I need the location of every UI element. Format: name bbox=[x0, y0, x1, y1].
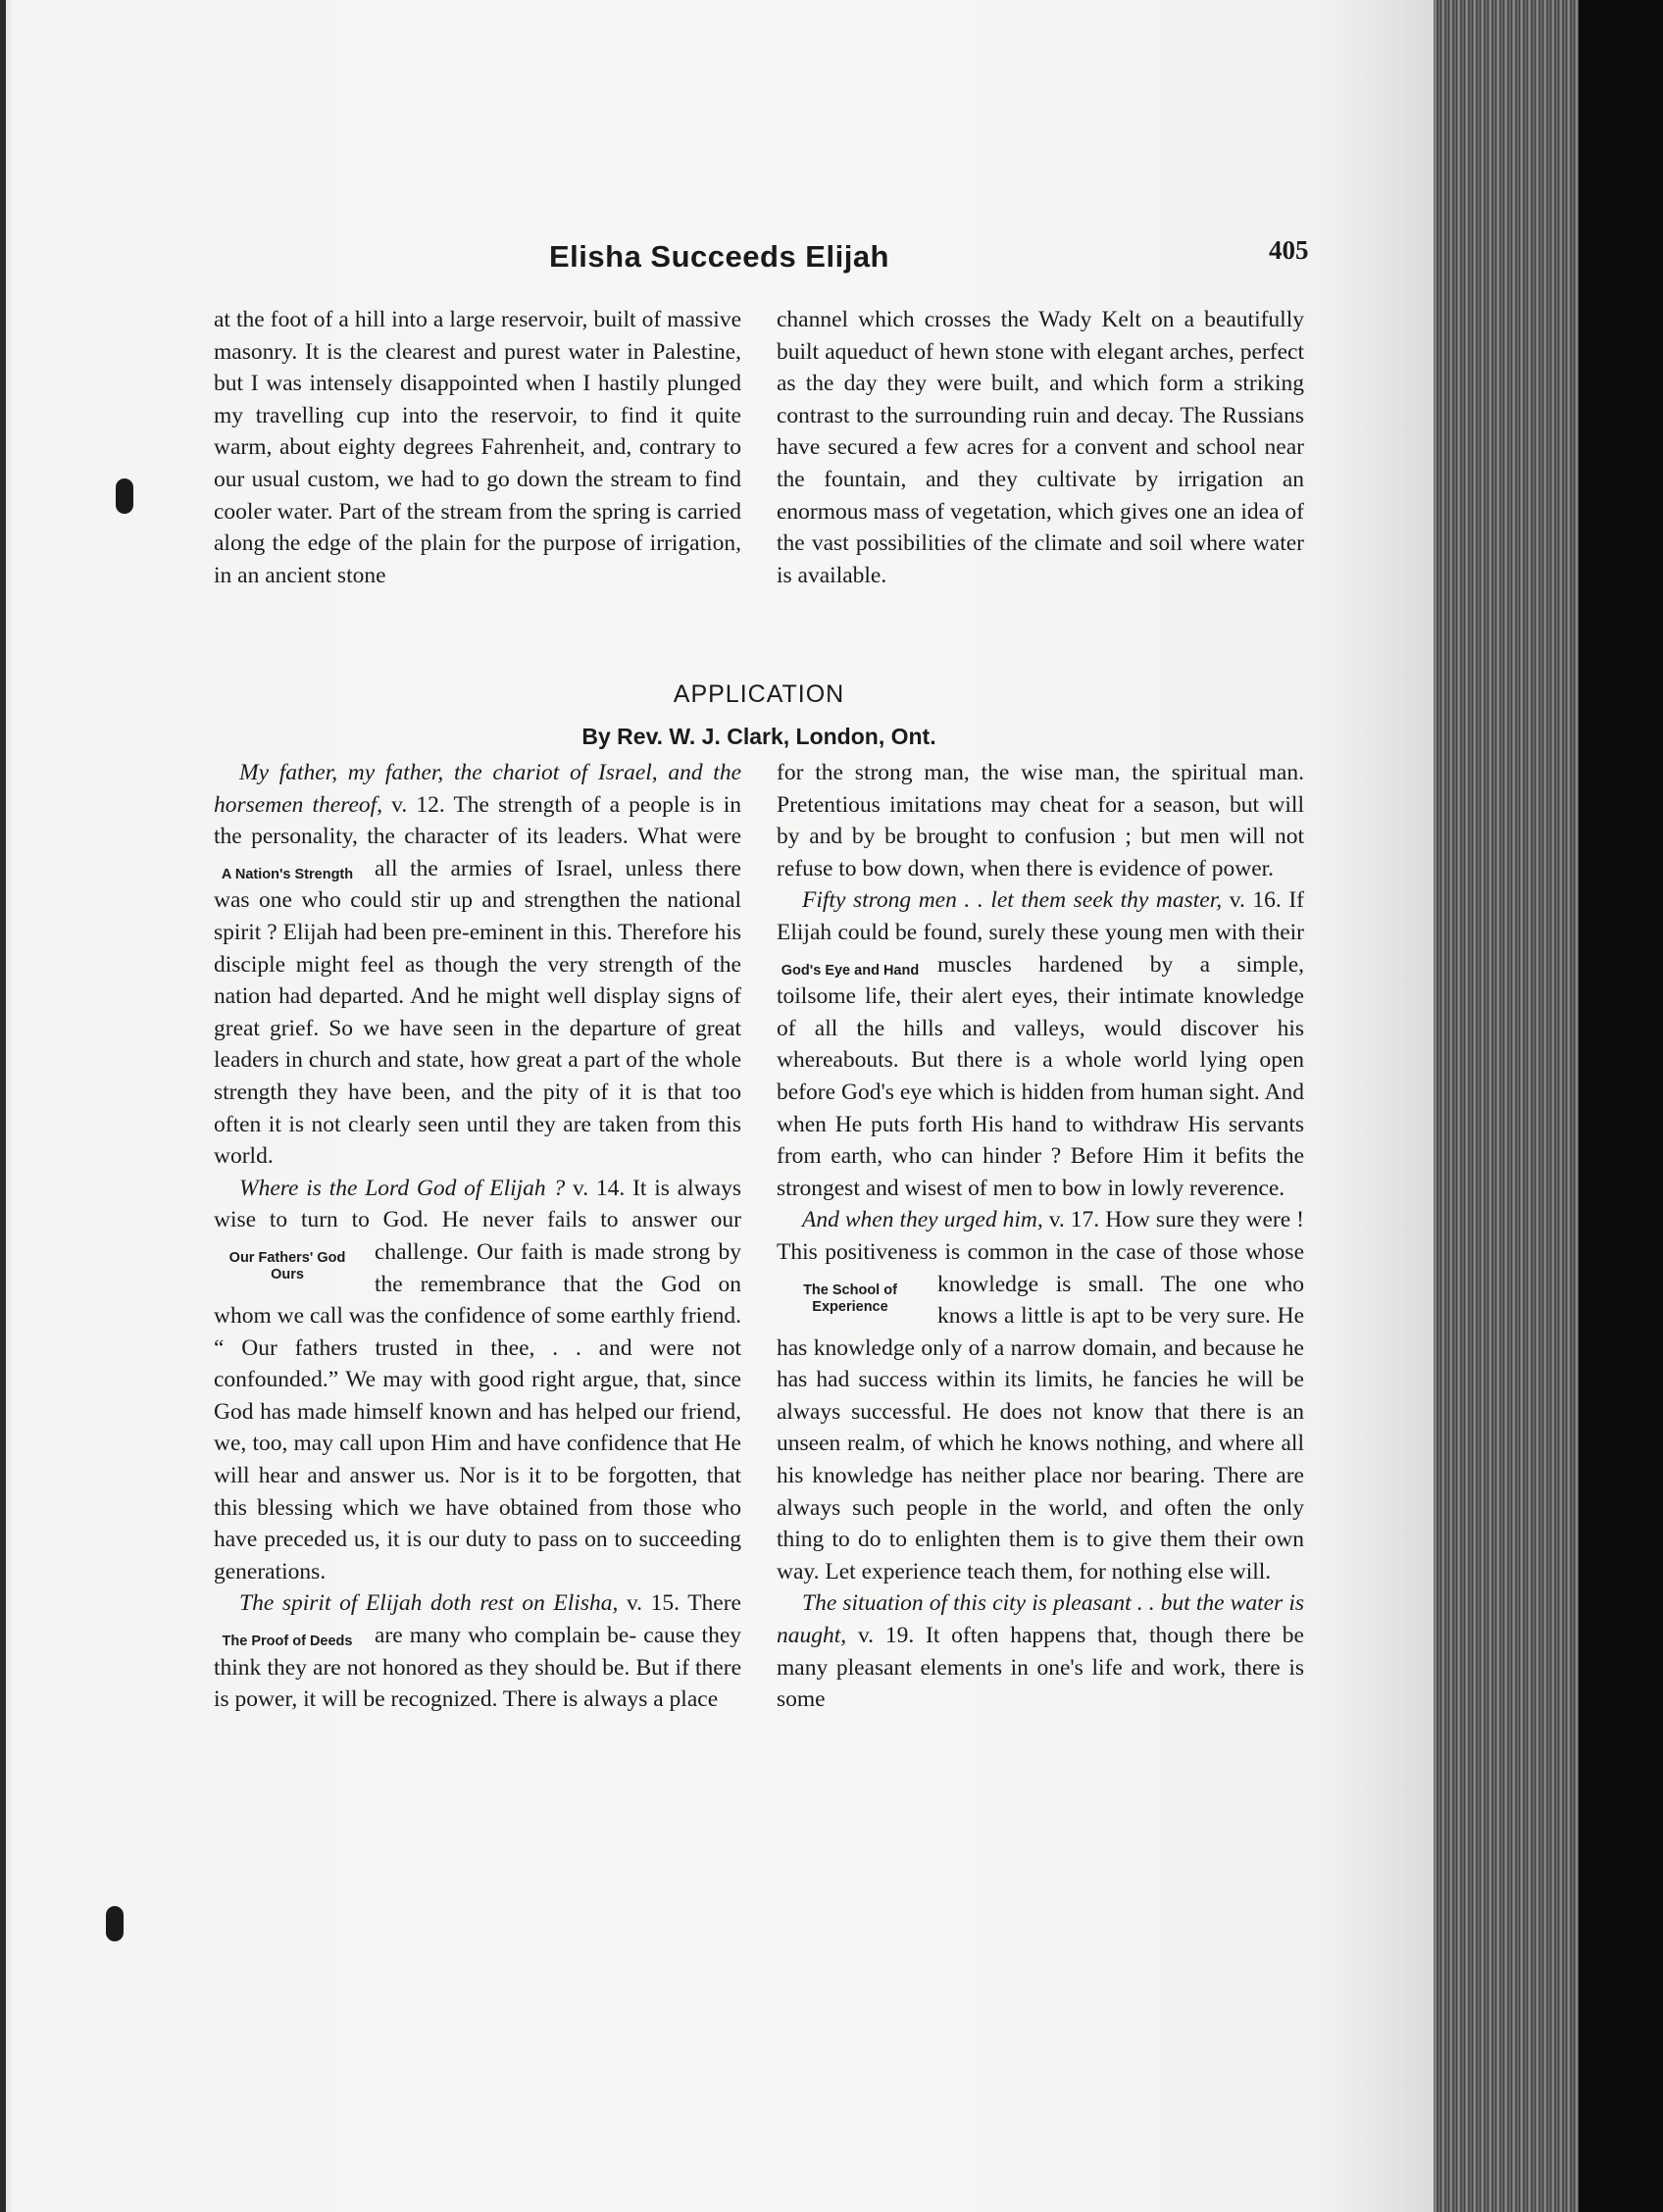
paragraph-text: is small. The one who knows a little is apt to be very sure. He has knowledge only of a narrow domain, and because he has had success within its limits, he fancies he will be always successful. He does not know that there is an unseen realm, of which he knows nothing, and where all his knowledge has neither place nor bearing. There are always such people in the world, and often the only thing to do to enlighten them is to give them their own way. Let experience teach them, for nothing else will. bbox=[777, 1271, 1304, 1584]
intro-paragraph-left: at the foot of a hill into a large reservoir, built of massive masonry. It is the clearest and purest water in Palestine, but I was intensely disappointed when I hastily plunged my travelling cup into the reservoir, to find it quite warm, about eighty degrees Fahrenheit, and, contrary to our usual custom, we had to go down the stream to find cooler water. Part of the stream from the spring is carried along the edge of the plain for the purpose of irrigation, in an ancient stone bbox=[214, 307, 741, 588]
paragraph bbox=[777, 1204, 1304, 1587]
paragraph-text: v. 12. The strength of a people is in the personality, the character of its leaders. bbox=[214, 791, 741, 850]
paragraph-text: v. 14. It is always wise to turn to God. He never fails to answer our challenge. Our faith bbox=[214, 1175, 741, 1265]
paragraph bbox=[214, 757, 741, 1173]
binding-hole bbox=[116, 478, 133, 514]
paragraph: for the strong man, the wise man, the spiritual man. Pretentious imitations may cheat for a season, but will by and by be brought to confusion ; but men will not refuse to bow down, when there is evidence of power. bbox=[777, 760, 1304, 881]
paragraph bbox=[214, 1173, 741, 1588]
page-number: 405 bbox=[1269, 235, 1309, 265]
scripture-quote: Where is the Lord God of Elijah ? bbox=[239, 1175, 566, 1201]
sidenote: A Nation's Strength bbox=[221, 866, 354, 882]
book-cover-edge bbox=[1579, 0, 1663, 2212]
section-byline: By Rev. W. J. Clark, London, Ont. bbox=[581, 724, 936, 749]
paragraph-text: v. 17. How sure they were ! This positiveness is common in the case of those whose knowledge bbox=[777, 1207, 1304, 1297]
sidenote: The Proof of Deeds bbox=[222, 1634, 353, 1650]
scripture-quote: Fifty strong men . . let them seek thy master, bbox=[802, 887, 1223, 914]
paragraph-text: is made strong by the remembrance that the God on whom we call was the confidence of some earthly friend. “ Our fathers trusted in thee, . . and were not confounded.” We may with good right argue, that, since God has made himself known and has helped our friend, we, too, may call upon Him and have confidence that He will hear and answer us. Nor is it to be forgotten, that this blessing which we have obtained from those who have preceded us, it is our duty to pass on to succeeding generations. bbox=[214, 1238, 742, 1584]
sidenote: Our Fathers' God Ours bbox=[228, 1249, 346, 1282]
intro-paragraph-right: channel which crosses the Wady Kelt on a beautifully built aqueduct of hewn stone with elegant arches, perfect as the day they were built, and which form a striking contrast to the surrounding ruin and decay. The Russians have secured a few acres for a convent and school near the fountain, and they cultivate by irrigation an enormous mass of vegetation, which gives one an idea of the vast possibilities of the climate and soil where water is available. bbox=[777, 307, 1304, 588]
scripture-quote: And when they urged him, bbox=[802, 1207, 1043, 1233]
intro-column-right bbox=[777, 304, 1304, 591]
paragraph-text: What were all the armies of Israel, unless there was one who could stir up and strengthen the national spirit ? Elijah had been pre-eminent in this. Therefore his disciple might feel as though the very strength of the nation had departed. And he might well display signs of great grief. So we have seen in the departure of great leaders in church and state, how great a part of the whole strength they have been, and the pity of it is that too often it is not clearly seen until they are taken from this world. bbox=[214, 824, 741, 1170]
scripture-quote: The situation of this city is pleasant . . but the water is naught, bbox=[777, 1590, 1304, 1649]
intro-column-left bbox=[214, 304, 741, 591]
paragraph bbox=[777, 1587, 1304, 1715]
paragraph-text: v. 16. If Elijah could be found, surely these young men with their muscles hardened bbox=[777, 887, 1304, 978]
paragraph-text: v. 15. There are many who complain be- bbox=[375, 1590, 741, 1649]
paragraph-text: cause they think they are not honored as they should be. But if there is power, it will be recognized. There is always a place bbox=[214, 1623, 741, 1713]
sidenote: God's Eye and Hand bbox=[781, 962, 920, 979]
scripture-quote: My father, my father, the chariot of Israel, and the horsemen thereof, bbox=[214, 760, 741, 818]
paragraph-text: v. 19. It often happens that, though there be many pleasant elements in one's life and work, there is some bbox=[777, 1623, 1304, 1713]
page-left-edge bbox=[0, 0, 6, 2212]
scripture-quote: The spirit of Elijah doth rest on Elisha, bbox=[239, 1590, 619, 1617]
application-column-right bbox=[777, 757, 1304, 1716]
application-column-left bbox=[214, 757, 741, 1716]
binding-hole bbox=[106, 1906, 124, 1941]
paragraph bbox=[777, 884, 1304, 1204]
paragraph-text: by a simple, toilsome life, their alert eyes, their intimate knowledge of all the hills and valleys, would discover his whereabouts. But there is a whole world lying open before God's eye which is hidden from human sight. And when He puts forth His hand to withdraw His servants from earth, who can hinder ? Before Him it befits the strongest and wisest of men to bow in lowly reverence. bbox=[777, 951, 1305, 1201]
section-heading: APPLICATION bbox=[673, 680, 845, 708]
sidenote: The School of Experience bbox=[803, 1282, 897, 1315]
paragraph bbox=[214, 1587, 741, 1715]
running-header-title: Elisha Succeeds Elijah bbox=[549, 239, 889, 274]
